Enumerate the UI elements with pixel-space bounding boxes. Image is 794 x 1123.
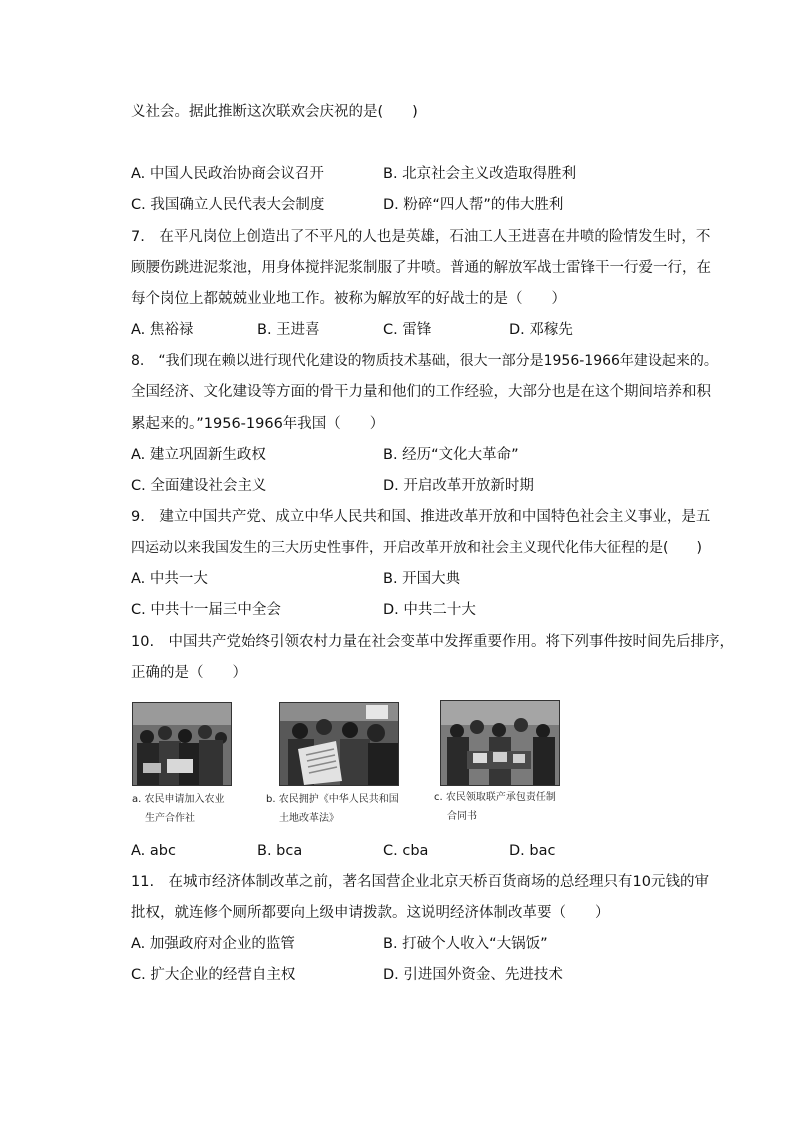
- caption-a-line-1: a. 农民申请加入农业: [132, 794, 225, 805]
- question-8-line-1: 8. “我们现在赖以进行现代化建设的物质技术基础，很大一部分是1956-1966年建设起来的。: [131, 353, 718, 369]
- q7-option-d[interactable]: D. 邓稼先: [509, 322, 573, 338]
- q10-option-b[interactable]: B. bca: [257, 843, 303, 859]
- q7-option-b[interactable]: B. 王进喜: [257, 322, 320, 338]
- q10-option-a[interactable]: A. abc: [131, 843, 176, 859]
- caption-b-line-1: b. 农民拥护《中华人民共和国: [266, 794, 399, 805]
- q6-option-c[interactable]: C. 我国确立人民代表大会制度: [131, 197, 325, 213]
- q11-option-d[interactable]: D. 引进国外资金、先进技术: [383, 967, 563, 983]
- photo-b-image: [280, 703, 398, 785]
- q10-option-d[interactable]: D. bac: [509, 843, 556, 859]
- caption-b-line-2: 土地改革法》: [279, 813, 339, 824]
- photo-a-image: [133, 703, 231, 785]
- question-10-line-2: 正确的是（ ）: [131, 665, 247, 681]
- q11-option-c[interactable]: C. 扩大企业的经营自主权: [131, 967, 296, 983]
- photo-c-image: [441, 701, 559, 785]
- q8-option-c[interactable]: C. 全面建设社会主义: [131, 478, 267, 494]
- q8-option-b[interactable]: B. 经历“文化大革命”: [383, 447, 519, 463]
- q10-option-c[interactable]: C. cba: [383, 843, 429, 859]
- question-6-stem-tail: 义社会。据此推断这次联欢会庆祝的是( ): [131, 104, 418, 120]
- q9-option-a[interactable]: A. 中共一大: [131, 571, 208, 587]
- photo-c-contract: [440, 700, 560, 786]
- q9-option-c[interactable]: C. 中共十一届三中全会: [131, 602, 281, 618]
- question-11-line-2: 批权，就连修个厕所都要向上级申请拨款。这说明经济体制改革要（ ）: [131, 905, 610, 921]
- caption-c-line-2: 合同书: [447, 811, 477, 822]
- photo-b-land-reform: [279, 702, 399, 786]
- q7-option-a[interactable]: A. 焦裕禄: [131, 322, 194, 338]
- caption-a-line-2: 生产合作社: [145, 813, 195, 824]
- question-8-line-2: 全国经济、文化建设等方面的骨干力量和他们的工作经验，大部分也是在这个期间培养和积: [131, 384, 711, 400]
- question-7-line-2: 顾腰伤跳进泥浆池，用身体搅拌泥浆制服了井喷。普通的解放军战士雷锋干一行爱一行，在: [131, 260, 711, 276]
- q6-option-a[interactable]: A. 中国人民政治协商会议召开: [131, 166, 324, 182]
- question-7-line-3: 每个岗位上都兢兢业业地工作。被称为解放军的好战士的是（ ）: [131, 291, 566, 307]
- q7-option-c[interactable]: C. 雷锋: [383, 322, 432, 338]
- caption-c-line-1: c. 农民领取联产承包责任制: [434, 792, 556, 803]
- q11-option-a[interactable]: A. 加强政府对企业的监管: [131, 936, 295, 952]
- q8-option-a[interactable]: A. 建立巩固新生政权: [131, 447, 266, 463]
- question-9-line-1: 9. 建立中国共产党、成立中华人民共和国、推进改革开放和中国特色社会主义事业，是五: [131, 509, 711, 525]
- photo-a-cooperative: [132, 702, 232, 786]
- q11-option-b[interactable]: B. 打破个人收入“大锅饭”: [383, 936, 548, 952]
- q9-option-b[interactable]: B. 开国大典: [383, 571, 461, 587]
- q6-option-b[interactable]: B. 北京社会主义改造取得胜利: [383, 166, 577, 182]
- question-9-line-2: 四运动以来我国发生的三大历史性事件，开启改革开放和社会主义现代化伟大征程的是( ): [131, 540, 702, 556]
- q8-option-d[interactable]: D. 开启改革开放新时期: [383, 478, 534, 494]
- q9-option-d[interactable]: D. 中共二十大: [383, 602, 476, 618]
- question-11-line-1: 11. 在城市经济体制改革之前，著名国营企业北京天桥百货商场的总经理只有10元钱的审: [131, 874, 710, 890]
- q6-option-d[interactable]: D. 粉碎“四人帮”的伟大胜利: [383, 197, 564, 213]
- question-7-line-1: 7. 在平凡岗位上创造出了不平凡的人也是英雄，石油工人王进喜在井喷的险情发生时，不: [131, 229, 711, 245]
- question-10-line-1: 10. 中国共产党始终引领农村力量在社会变革中发挥重要作用。将下列事件按时间先后排序，: [131, 634, 735, 650]
- question-8-line-3: 累起来的。”1956-1966年我国（ ）: [131, 416, 385, 432]
